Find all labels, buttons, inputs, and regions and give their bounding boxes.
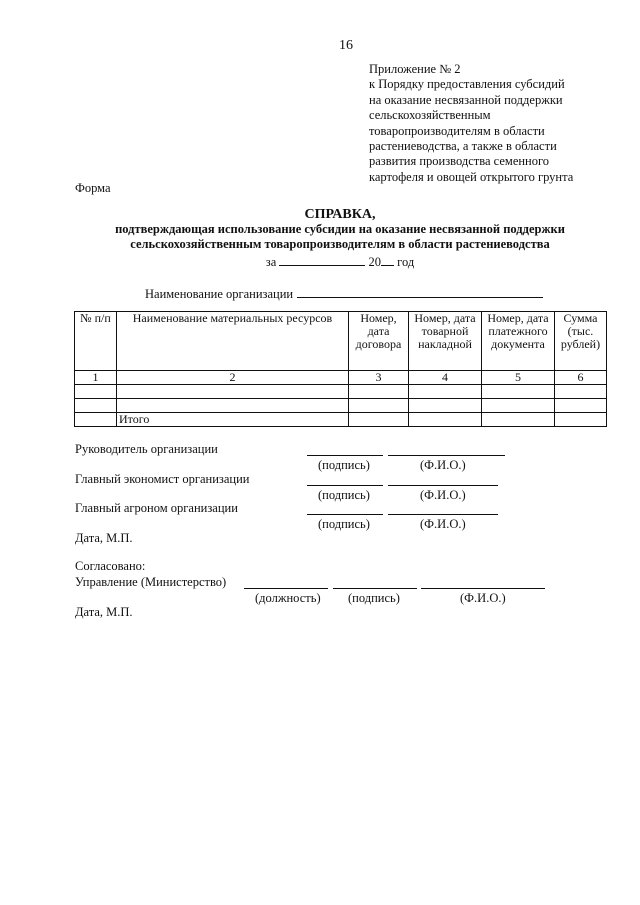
head-name-line[interactable] [388,455,505,456]
organization-blank[interactable] [297,285,543,298]
head-signature-label: Руководитель организации [75,442,218,456]
agronomist-signature-label: Главный агроном организации [75,501,238,515]
date-stamp: Дата, М.П. [75,531,133,545]
table-cell[interactable] [555,399,607,413]
period-year-blank[interactable] [381,254,394,266]
table-cell[interactable] [555,385,607,399]
period-year-prefix: 20 [368,255,382,269]
resources-table [74,311,607,427]
table-cell[interactable] [482,399,555,413]
approval-name-caption: (Ф.И.О.) [460,591,506,605]
economist-signature-label: Главный экономист организации [75,472,250,486]
title-line-2: подтверждающая использование субсидии на оказание несвязанной поддержки [115,222,565,236]
header-contract: Номер, дата договора [349,312,409,371]
approval-signature-line[interactable] [333,588,417,589]
economist-signature-caption: (подпись) [318,488,370,502]
organization-label: Наименование организации [145,287,294,301]
appendix-note [369,62,573,185]
document-title [0,207,640,252]
table-cell [75,413,117,427]
department-label: Управление (Министерство) [75,575,227,589]
date-stamp-2: Дата, М.П. [75,605,133,619]
period-line [0,254,640,270]
column-number: 6 [555,371,607,385]
economist-name-caption: (Ф.И.О.) [420,488,466,502]
period-blank[interactable] [279,254,365,266]
table-cell[interactable] [117,399,349,413]
table-cell[interactable] [409,385,482,399]
header-sum: Сумма (тыс. рублей) [555,312,607,371]
organization-row [145,285,543,302]
approval-signature-caption: (подпись) [348,591,400,605]
table-cell[interactable] [349,413,409,427]
table-header-row [75,312,607,371]
head-name-caption: (Ф.И.О.) [420,458,466,472]
agronomist-name-caption: (Ф.И.О.) [420,517,466,531]
table-cell[interactable] [75,385,117,399]
appendix-line: растениеводства, а также в области [369,139,557,154]
period-year-suffix: год [397,255,415,269]
total-label: Итого [117,413,349,427]
column-number: 5 [482,371,555,385]
agronomist-signature-line[interactable] [307,514,383,515]
table-total-row [75,413,607,427]
appendix-line: сельскохозяйственным [369,108,491,123]
page-number: 16 [339,38,353,53]
position-line[interactable] [244,588,328,589]
period-prefix: за [265,255,277,269]
economist-signature-line[interactable] [307,485,383,486]
approval-label: Согласовано: [75,559,146,573]
appendix-line: развития производства семенного [369,154,550,169]
appendix-line: на оказание несвязанной поддержки [369,92,563,107]
header-number: № п/п [75,312,117,371]
column-number: 3 [349,371,409,385]
header-payment: Номер, дата платежного документа [482,312,555,371]
head-signature-line[interactable] [307,455,383,456]
header-invoice: Номер, дата товарной накладной [409,312,482,371]
agronomist-name-line[interactable] [388,514,498,515]
agronomist-signature-caption: (подпись) [318,517,370,531]
table-cell[interactable] [117,385,349,399]
column-number: 2 [117,371,349,385]
table-cell[interactable] [409,413,482,427]
table-cell[interactable] [555,413,607,427]
table-cell[interactable] [75,399,117,413]
head-signature-caption: (подпись) [318,458,370,472]
title-line-3: сельскохозяйственным товаропроизводителям в области растениеводства [130,237,550,251]
column-number: 4 [409,371,482,385]
table-cell[interactable] [482,385,555,399]
appendix-line: Приложение № 2 [369,62,461,76]
appendix-line: к Порядку предоставления субсидий [369,77,565,92]
appendix-line: картофеля и овощей открытого грунта [369,169,574,184]
table-column-numbers [75,371,607,385]
table-row [75,385,607,399]
table-cell[interactable] [409,399,482,413]
position-caption: (должность) [255,591,321,605]
table-cell[interactable] [349,385,409,399]
header-resources: Наименование материальных ресурсов [117,312,349,371]
table-cell[interactable] [349,399,409,413]
economist-name-line[interactable] [388,485,498,486]
form-label: Форма [75,181,111,195]
appendix-line: товаропроизводителям в области [369,123,545,138]
table-row [75,399,607,413]
table-cell[interactable] [482,413,555,427]
column-number: 1 [75,371,117,385]
approval-name-line[interactable] [421,588,545,589]
title-line-1: СПРАВКА, [304,207,376,222]
